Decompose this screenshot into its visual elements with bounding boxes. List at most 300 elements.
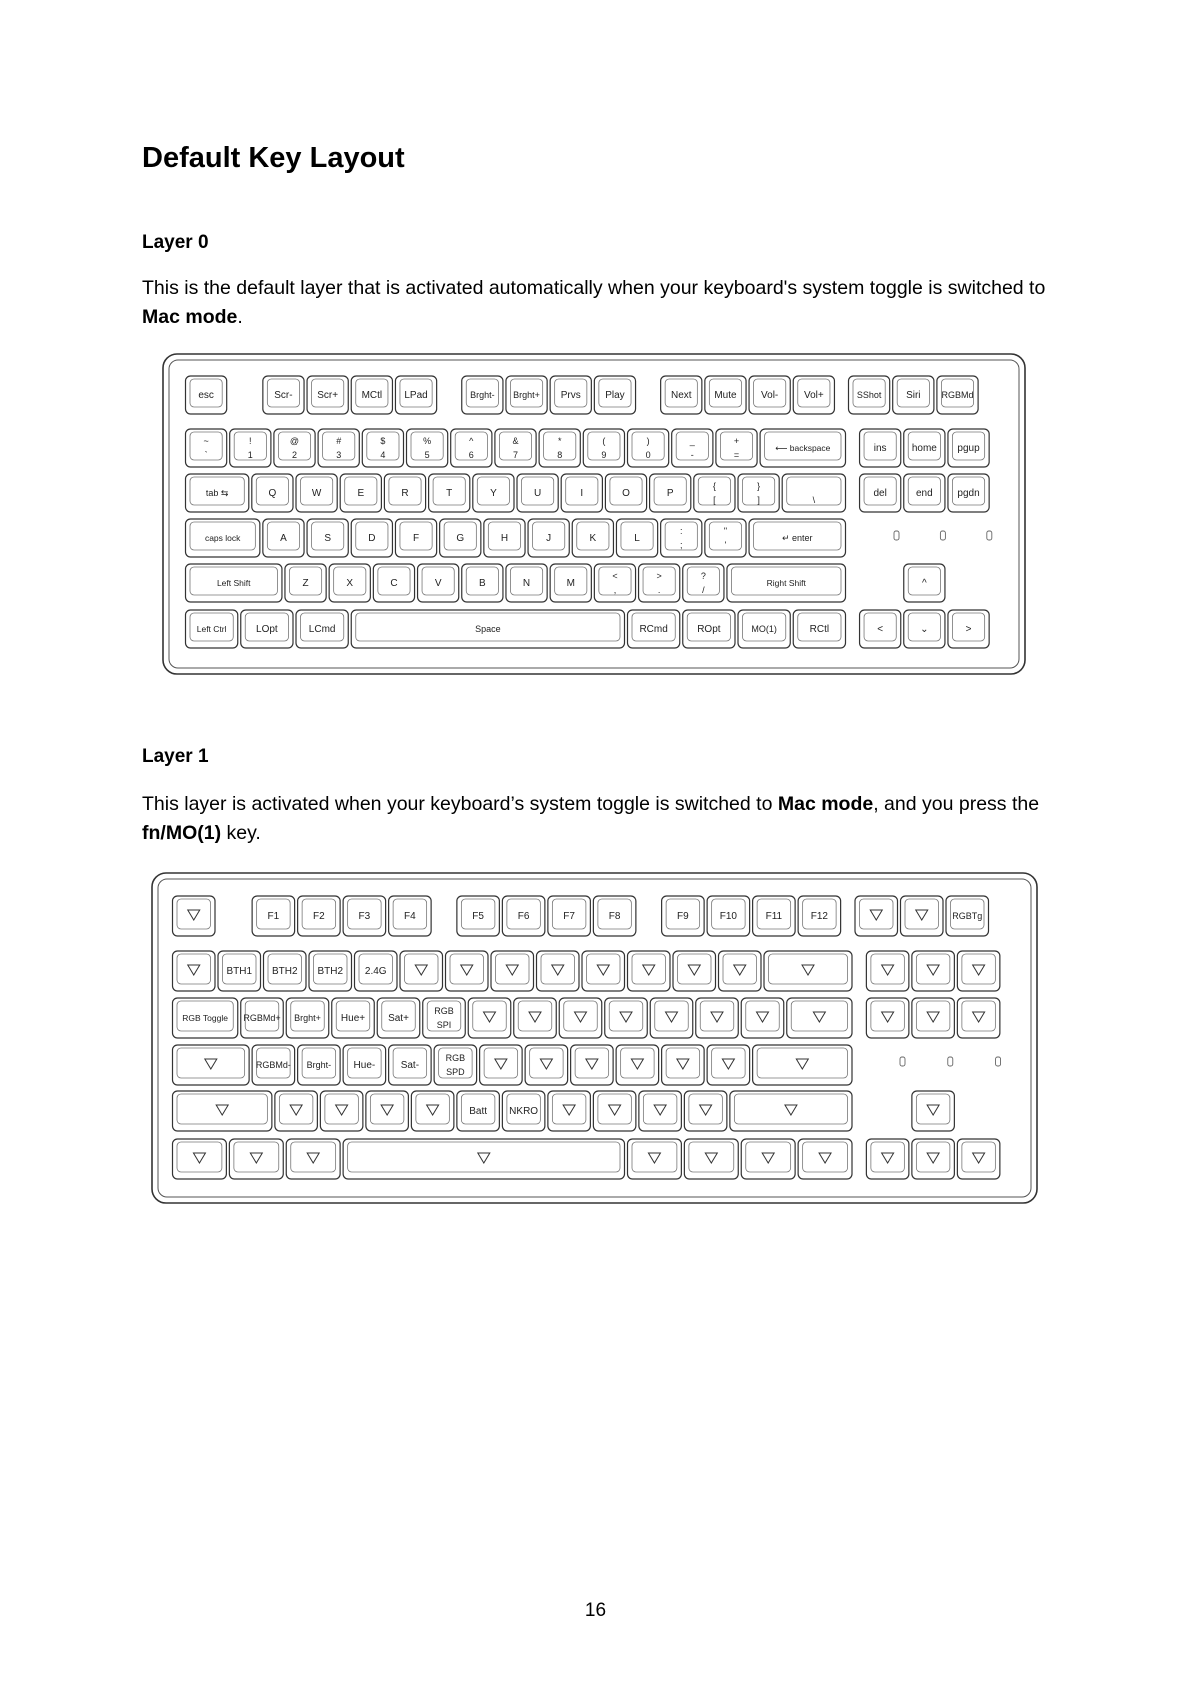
layer1-key-symbol — [696, 998, 739, 1038]
key-label: pgdn — [957, 488, 980, 499]
key-label: Hue- — [353, 1060, 376, 1071]
key-label: LOpt — [256, 624, 278, 635]
layer0-key-symbol — [716, 429, 757, 467]
layer0-key-0 — [628, 429, 669, 467]
layer0-key-symbol — [661, 519, 702, 557]
key-label: ^ — [921, 578, 927, 589]
key-label: Brght+ — [513, 390, 540, 400]
layer0-key-h — [484, 519, 525, 557]
layer0-key-rcmd — [628, 610, 680, 648]
layer1-key-symbol — [537, 951, 580, 991]
layer1-key-symbol — [764, 951, 852, 991]
layer1-key-symbol — [957, 998, 1000, 1038]
key-label: P — [666, 488, 674, 499]
layer0-key-pgdn — [948, 474, 989, 512]
key-label: O — [622, 488, 630, 499]
key-label: G — [456, 533, 465, 544]
key-label: RGBMd- — [255, 1060, 291, 1070]
layer1-key-rgb-toggle — [173, 998, 238, 1038]
layer1-key-f12 — [798, 896, 841, 936]
layer0-key-7 — [495, 429, 536, 467]
key-label-bottom: 8 — [557, 450, 563, 460]
layer1-key-brght — [298, 1045, 341, 1085]
layer0-key-siri — [893, 376, 934, 414]
key-label: F6 — [517, 911, 530, 922]
layer1-key-f3 — [343, 896, 386, 936]
layer0-key-scr — [307, 376, 348, 414]
key-label: Brght+ — [294, 1013, 321, 1023]
key-label-top: RGB — [445, 1053, 466, 1063]
layer1-key-symbol — [957, 951, 1000, 991]
key-label: home — [911, 443, 937, 454]
layer1-bold-mac-mode: Mac mode — [777, 793, 874, 815]
layer1-key-symbol — [548, 1091, 591, 1131]
layer0-key-f — [395, 519, 436, 557]
page-number: 16 — [584, 1600, 607, 1621]
key-label-top: { — [712, 481, 716, 491]
key-label-top: } — [757, 481, 761, 491]
layer1-key-brght — [286, 998, 329, 1038]
key-label-bottom: 9 — [601, 450, 607, 460]
layer0-key-l — [616, 519, 657, 557]
layer1-key-symbol — [684, 1091, 727, 1131]
layer1-key-symbol — [173, 1045, 250, 1085]
layer1-key-f5 — [457, 896, 500, 936]
key-label: MO(1) — [751, 624, 777, 634]
layer1-key-hue — [343, 1045, 386, 1085]
layer0-key-3 — [318, 429, 359, 467]
key-label-bottom: = — [733, 450, 740, 460]
layer1-key-rgbmd — [241, 998, 284, 1038]
layer1-key-symbol — [320, 1091, 363, 1131]
key-label: RCtl — [809, 624, 830, 635]
key-label: F11 — [765, 911, 783, 922]
layer1-key-symbol — [650, 998, 693, 1038]
key-label: F5 — [472, 911, 484, 922]
layer1-key-symbol — [605, 998, 648, 1038]
key-label: F10 — [719, 911, 737, 922]
layer0-key-esc — [186, 376, 227, 414]
key-label: Scr+ — [317, 390, 339, 401]
layer1-key-symbol — [957, 1139, 1000, 1179]
layer1-key-f8 — [593, 896, 636, 936]
key-label: M — [566, 578, 575, 589]
key-label: Batt — [469, 1106, 488, 1117]
layer1-key-symbol — [173, 896, 216, 936]
key-label-bottom: ` — [204, 450, 208, 460]
key-label-bottom: 1 — [247, 450, 253, 460]
layer1-key-symbol — [787, 998, 852, 1038]
layer0-key-right-shift — [727, 564, 846, 602]
key-label: pgup — [957, 443, 980, 454]
key-label: ROpt — [697, 624, 721, 635]
layer1-key-symbol — [286, 1139, 340, 1179]
key-label: F3 — [358, 911, 371, 922]
layer0-key-5 — [407, 429, 448, 467]
key-label: Brght- — [306, 1060, 332, 1070]
layer0-key-9 — [583, 429, 624, 467]
layer0-keyboard-diagram — [162, 353, 1026, 675]
layer1-key-rgbtg — [946, 896, 989, 936]
layer0-key-mo-1 — [738, 610, 790, 648]
layer0-key-symbol — [738, 474, 779, 512]
layer0-heading: Layer 0 — [142, 232, 209, 253]
key-label: Scr- — [274, 390, 293, 401]
layer1-key-symbol — [491, 951, 534, 991]
key-label: MCtl — [361, 390, 383, 401]
layer0-key-del — [860, 474, 901, 512]
layer1-key-f6 — [502, 896, 545, 936]
layer1-text-after: key. — [221, 822, 261, 844]
layer1-key-f7 — [548, 896, 591, 936]
layer1-key-bth2 — [264, 951, 307, 991]
layer1-key-symbol — [730, 1091, 852, 1131]
key-label-bottom: - — [690, 450, 694, 460]
key-label: E — [357, 488, 365, 499]
layer1-key-symbol — [343, 1139, 624, 1179]
layer0-key-u — [517, 474, 558, 512]
layer0-key-lpad — [395, 376, 436, 414]
key-label: B — [479, 578, 486, 589]
key-label: BTH2 — [317, 966, 344, 977]
key-label: ⌄ — [920, 624, 929, 635]
layer1-key-symbol — [582, 951, 625, 991]
key-label: tab ⇆ — [205, 488, 229, 498]
layer1-key-symbol — [559, 998, 602, 1038]
key-label: Hue+ — [340, 1013, 366, 1024]
key-label: NKRO — [509, 1106, 539, 1117]
layer1-key-symbol — [628, 1139, 682, 1179]
layer1-key-symbol — [411, 1091, 454, 1131]
key-label: I — [580, 488, 584, 499]
layer1-key-symbol — [366, 1091, 409, 1131]
layer0-key-y — [473, 474, 514, 512]
layer0-text-after: . — [237, 306, 243, 328]
layer1-key-symbol — [866, 951, 909, 991]
layer0-key-g — [440, 519, 481, 557]
key-label-bottom: ' — [724, 540, 727, 550]
layer1-text-middle: , and you press the — [873, 793, 1040, 815]
layer1-key-f9 — [662, 896, 705, 936]
layer0-key-vol — [793, 376, 834, 414]
key-label: esc — [198, 390, 214, 401]
key-label-bottom: 3 — [336, 450, 342, 460]
layer1-key-symbol — [400, 951, 443, 991]
layer1-key-symbol — [707, 1045, 750, 1085]
layer1-key-symbol — [662, 1045, 705, 1085]
key-label: Q — [268, 488, 277, 499]
layer0-key-symbol — [672, 429, 713, 467]
layer1-key-symbol — [616, 1045, 659, 1085]
key-label: ⟵ backspace — [775, 443, 831, 453]
layer0-key-symbol — [860, 610, 901, 648]
layer0-key-ins — [860, 429, 901, 467]
layer0-keyboard-body — [163, 354, 1025, 674]
layer0-key-left-ctrl — [186, 610, 238, 648]
key-label: F8 — [608, 911, 621, 922]
layer1-keyboard-diagram — [151, 872, 1038, 1204]
key-label: W — [311, 488, 322, 499]
layer0-key-v — [418, 564, 459, 602]
key-label-bottom: , — [613, 585, 617, 595]
layer1-key-symbol — [741, 1139, 795, 1179]
key-label-bottom: 2 — [291, 450, 298, 460]
layer0-key-rctl — [793, 610, 845, 648]
layer1-key-symbol — [468, 998, 511, 1038]
layer1-key-symbol — [798, 1139, 852, 1179]
key-label: LPad — [404, 390, 428, 401]
layer1-key-symbol — [855, 896, 898, 936]
key-label-top: > — [656, 571, 662, 581]
key-label-top: + — [733, 436, 740, 446]
key-label-top: ( — [602, 436, 606, 446]
key-label-bottom: 7 — [512, 450, 519, 460]
key-label-top: % — [423, 436, 432, 446]
key-label: Space — [475, 624, 501, 634]
layer0-key-e — [340, 474, 381, 512]
key-label: Left Shift — [216, 578, 251, 588]
layer0-key-symbol — [904, 564, 945, 602]
layer1-key-rgb-spi — [423, 998, 466, 1038]
layer0-key-1 — [230, 429, 271, 467]
layer0-key-symbol — [186, 429, 227, 467]
key-label: > — [965, 624, 972, 635]
layer0-key-b — [462, 564, 503, 602]
layer0-key-t — [429, 474, 470, 512]
layer1-key-symbol — [684, 1139, 738, 1179]
layer0-key-x — [329, 564, 370, 602]
layer0-key-m — [550, 564, 591, 602]
layer0-key-enter — [749, 519, 845, 557]
key-label-top: < — [612, 571, 618, 581]
key-label: Mute — [714, 390, 737, 401]
key-label-bottom: 0 — [645, 450, 651, 460]
layer1-key-f4 — [389, 896, 432, 936]
key-label-top: # — [336, 436, 342, 446]
key-label-top: : — [679, 526, 683, 536]
key-label: H — [500, 533, 509, 544]
key-label: T — [446, 488, 453, 499]
key-label-bottom: ] — [757, 495, 760, 505]
layer0-key-s — [307, 519, 348, 557]
layer1-key-2-4g — [355, 951, 398, 991]
layer0-key-left-shift — [186, 564, 282, 602]
key-label: S — [324, 533, 331, 544]
layer1-key-symbol — [514, 998, 557, 1038]
key-label: F4 — [404, 911, 416, 922]
key-label: end — [916, 488, 933, 499]
key-label: A — [280, 533, 287, 544]
layer0-key-w — [296, 474, 337, 512]
key-label: BTH2 — [271, 966, 298, 977]
key-label-top: ^ — [469, 436, 474, 446]
key-label: V — [434, 578, 442, 589]
key-label: caps lock — [204, 533, 241, 543]
key-label-top: & — [512, 436, 519, 446]
layer0-key-symbol — [683, 564, 724, 602]
layer0-key-mctl — [351, 376, 392, 414]
key-label: F2 — [313, 911, 325, 922]
layer1-key-symbol — [901, 896, 944, 936]
layer1-key-symbol — [741, 998, 784, 1038]
layer1-key-batt — [457, 1091, 500, 1131]
layer1-key-hue — [332, 998, 375, 1038]
key-label: R — [401, 488, 409, 499]
layer0-bold-mac-mode: Mac mode — [142, 306, 238, 328]
layer0-key-o — [605, 474, 646, 512]
key-label-bottom: ; — [679, 540, 683, 550]
layer0-key-z — [285, 564, 326, 602]
layer1-key-symbol — [628, 951, 671, 991]
layer1-key-symbol — [866, 998, 909, 1038]
layer1-key-symbol — [173, 1091, 272, 1131]
layer1-key-symbol — [525, 1045, 568, 1085]
key-label: Right Shift — [766, 578, 806, 588]
layer0-key-play — [594, 376, 635, 414]
layer0-key-2 — [274, 429, 315, 467]
layer1-keyboard-svg — [151, 872, 1038, 1204]
layer0-key-sshot — [849, 376, 890, 414]
layer0-key-4 — [362, 429, 403, 467]
key-label: ins — [873, 443, 887, 454]
key-label: U — [533, 488, 542, 499]
layer0-key-symbol — [594, 564, 635, 602]
layer1-key-symbol — [912, 1139, 955, 1179]
key-label: Siri — [906, 390, 921, 401]
key-label-top: ? — [700, 571, 706, 581]
key-label: X — [346, 578, 354, 589]
layer0-key-brght — [506, 376, 547, 414]
key-label-top: _ — [689, 436, 695, 446]
layer1-key-symbol — [912, 998, 955, 1038]
layer0-key-ropt — [683, 610, 735, 648]
key-label: LCmd — [308, 624, 336, 635]
layer1-key-symbol — [229, 1139, 283, 1179]
key-label: F12 — [810, 911, 828, 922]
layer0-key-next — [661, 376, 702, 414]
layer1-key-symbol — [446, 951, 489, 991]
layer1-keyboard-body — [152, 873, 1037, 1203]
layer0-keyboard-svg — [162, 353, 1026, 675]
key-label-top: ! — [249, 436, 252, 446]
key-label-bottom: / — [702, 585, 705, 595]
layer0-key-end — [904, 474, 945, 512]
layer1-text-before: This layer is activated when your keyboard’s system toggle is switched to — [142, 793, 778, 815]
key-label: Next — [670, 390, 692, 401]
layer1-key-symbol — [912, 1091, 955, 1131]
layer0-key-rgbmd — [937, 376, 978, 414]
key-label-bottom: [ — [713, 495, 716, 505]
layer1-description — [142, 790, 1062, 848]
key-label-top: @ — [289, 436, 300, 446]
key-label-top: ) — [646, 436, 650, 446]
layer0-key-k — [572, 519, 613, 557]
layer1-key-symbol — [593, 1091, 636, 1131]
layer1-key-nkro — [502, 1091, 545, 1131]
key-label: F — [412, 533, 420, 544]
layer1-key-symbol — [173, 951, 216, 991]
key-label-bottom: . — [657, 585, 661, 595]
layer1-key-symbol — [275, 1091, 318, 1131]
key-label: Vol- — [761, 390, 779, 401]
key-label: RGBMd+ — [243, 1013, 281, 1023]
layer1-key-symbol — [639, 1091, 682, 1131]
key-label: N — [522, 578, 531, 589]
layer1-key-symbol — [866, 1139, 909, 1179]
key-label-top: " — [723, 526, 728, 536]
key-label: < — [877, 624, 884, 635]
layer0-key-caps-lock — [186, 519, 260, 557]
key-label: J — [546, 533, 552, 544]
layer1-key-bth1 — [218, 951, 261, 991]
key-label: Prvs — [560, 390, 581, 401]
layer1-bold-fn-mo1: fn/MO(1) — [142, 822, 222, 844]
layer1-key-f1 — [252, 896, 295, 936]
key-label: Brght- — [470, 390, 495, 400]
key-label: ↵ enter — [781, 533, 813, 543]
layer1-key-bth2 — [309, 951, 352, 991]
layer0-key-pgup — [948, 429, 989, 467]
key-label: Z — [302, 578, 309, 589]
layer1-key-symbol — [673, 951, 716, 991]
key-label: 2.4G — [364, 966, 387, 977]
layer0-key-i — [561, 474, 602, 512]
layer0-key-j — [528, 519, 569, 557]
layer0-key-scr — [263, 376, 304, 414]
page-title: Default Key Layout — [142, 142, 405, 174]
layer0-key-mute — [705, 376, 746, 414]
key-label: C — [390, 578, 398, 589]
layer1-key-rgb-spd — [434, 1045, 477, 1085]
layer0-key-vol — [749, 376, 790, 414]
layer0-key-tab — [186, 474, 249, 512]
key-label: Sat+ — [388, 1013, 409, 1024]
layer1-key-symbol — [719, 951, 762, 991]
layer0-key-lcmd — [296, 610, 348, 648]
key-label-top: ~ — [203, 436, 209, 446]
layer0-key-symbol — [948, 610, 989, 648]
layer1-key-symbol — [912, 951, 955, 991]
layer0-description — [142, 274, 1062, 332]
layer0-key-symbol — [694, 474, 735, 512]
key-label: F9 — [677, 911, 689, 922]
key-label-bottom: \ — [812, 495, 816, 505]
layer1-key-symbol — [480, 1045, 523, 1085]
layer1-key-f2 — [298, 896, 341, 936]
layer1-key-symbol — [173, 1139, 227, 1179]
layer1-key-symbol — [753, 1045, 852, 1085]
layer0-key-a — [263, 519, 304, 557]
layer1-key-symbol — [571, 1045, 614, 1085]
layer1-heading: Layer 1 — [142, 746, 209, 767]
key-label: Left Ctrl — [196, 624, 227, 634]
key-label: Vol+ — [803, 390, 824, 401]
layer0-text-before: This is the default layer that is activated automatically when your keyboard's system toggle is switched to — [142, 277, 1046, 299]
key-label: F7 — [563, 911, 575, 922]
layer0-key-space — [351, 610, 624, 648]
layer0-key-home — [904, 429, 945, 467]
layer1-key-f11 — [753, 896, 796, 936]
key-label-bottom: SPD — [446, 1067, 465, 1077]
layer0-key-d — [351, 519, 392, 557]
key-label: RGBMd — [941, 390, 974, 400]
key-label: F1 — [267, 911, 280, 922]
layer0-key-r — [384, 474, 425, 512]
layer0-key-8 — [539, 429, 580, 467]
layer0-key-symbol — [705, 519, 746, 557]
layer0-key-c — [373, 564, 414, 602]
key-label-top: * — [557, 436, 562, 446]
